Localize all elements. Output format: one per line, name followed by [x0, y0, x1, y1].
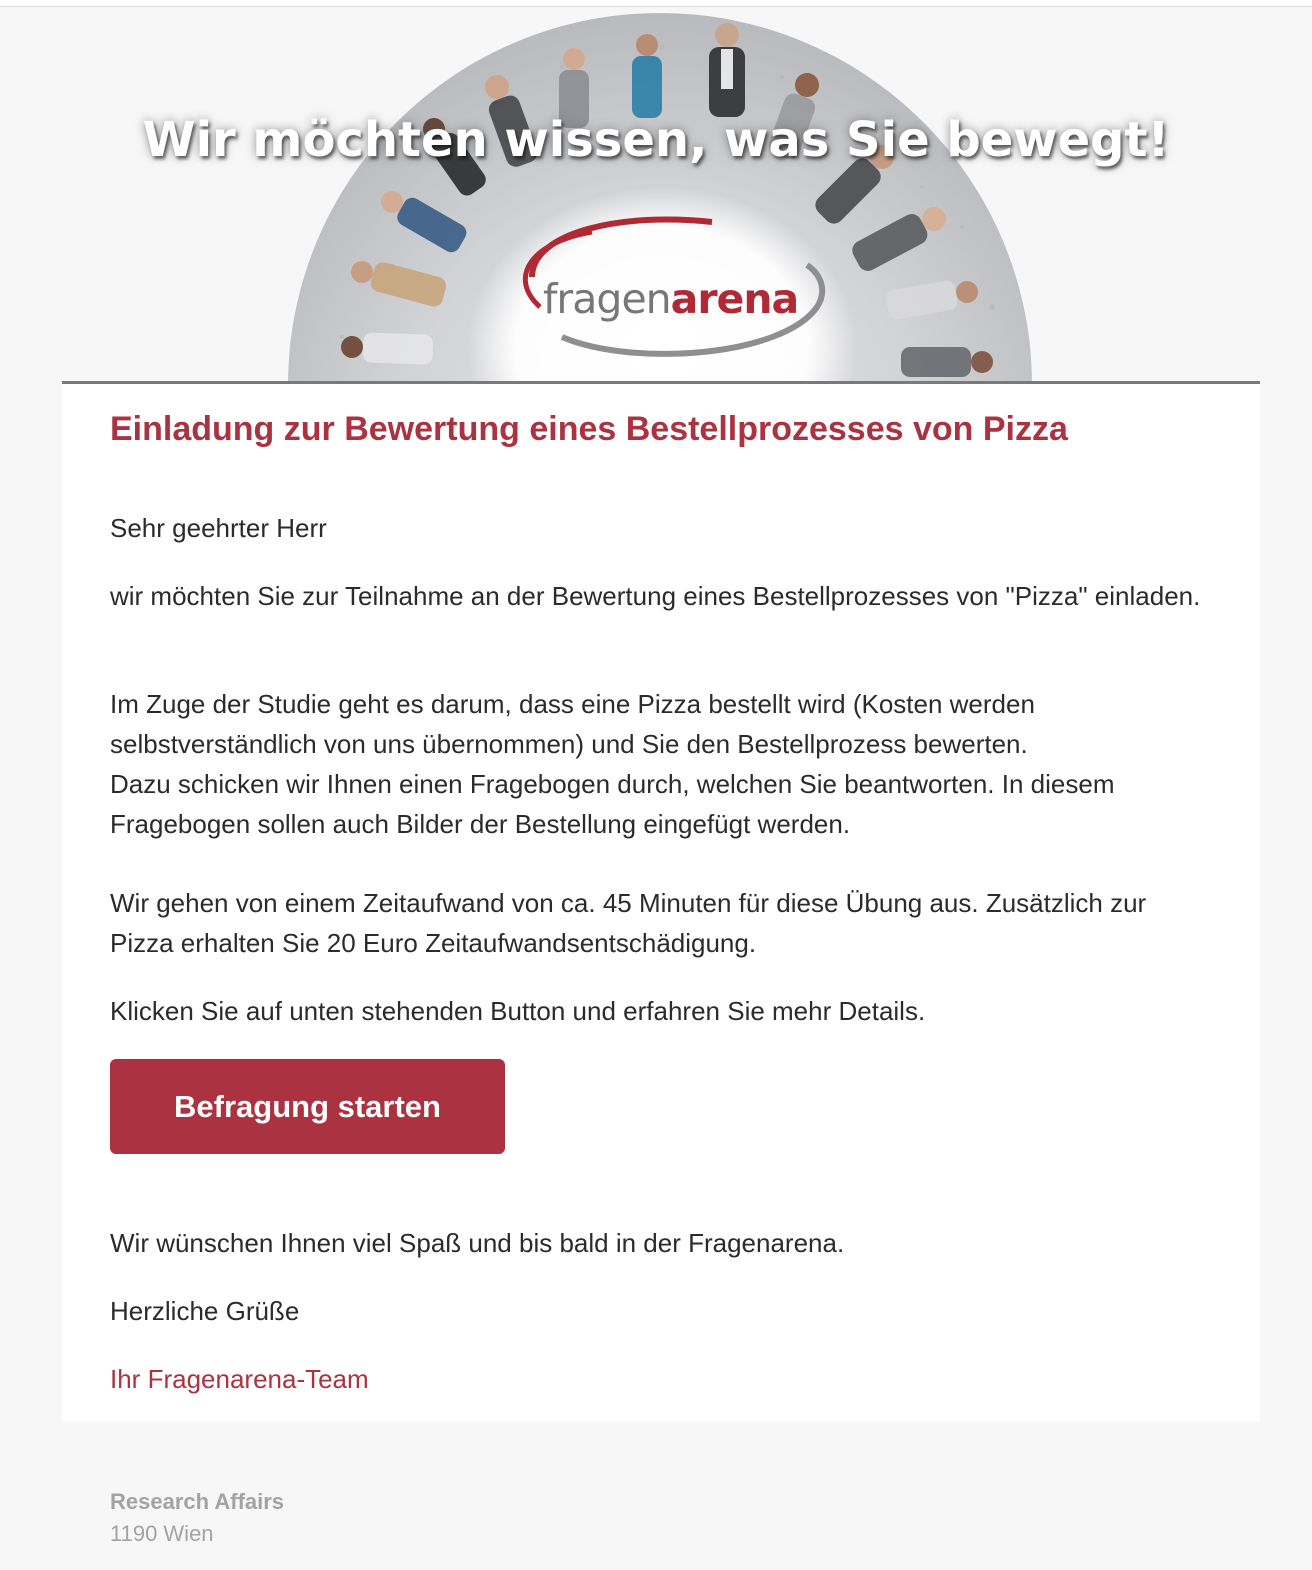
hero-divider	[62, 381, 1260, 384]
logo-fragen: fragen	[543, 275, 671, 323]
details-paragraph: Klicken Sie auf unten stehenden Button und erfahren Sie mehr Details.	[110, 996, 926, 1026]
greeting: Sehr geehrter Herr	[110, 513, 327, 543]
study-paragraph	[110, 684, 1210, 844]
study-line-1: Im Zuge der Studie geht es darum, dass eine Pizza bestellt wird (Kosten werden selbstverständlich von uns übernommen) und Sie den Bestellprozess bewerten.	[110, 689, 1035, 759]
intro-paragraph: wir möchten Sie zur Teilnahme an der Bewertung eines Bestellprozesses von "Pizza" einladen.	[110, 581, 1201, 611]
regards: Herzliche Grüße	[110, 1296, 300, 1326]
footer	[110, 1486, 284, 1550]
hero-headline: Wir möchten wissen, was Sie bewegt!	[142, 112, 1170, 168]
logo-arena: arena	[670, 275, 799, 323]
email-title: Einladung zur Bewertung eines Bestellprozesses von Pizza	[110, 410, 1068, 448]
time-paragraph: Wir gehen von einem Zeitaufwand von ca. 45 Minuten für diese Übung aus. Zusätzlich zur Pizza erhalten Sie 20 Euro Zeitaufwandsentschädigung.	[110, 888, 1147, 958]
footer-city: 1190 Wien	[110, 1521, 214, 1546]
fragenarena-logo	[543, 275, 798, 323]
footer-company: Research Affairs	[110, 1489, 285, 1514]
start-survey-button[interactable]: Befragung starten	[110, 1059, 505, 1154]
signature: Ihr Fragenarena-Team	[110, 1364, 369, 1394]
closing-paragraph: Wir wünschen Ihnen viel Spaß und bis bald in der Fragenarena.	[110, 1228, 845, 1258]
hero-banner	[62, 7, 1260, 383]
top-border	[0, 0, 1312, 7]
study-line-2: Dazu schicken wir Ihnen einen Fragebogen durch, welchen Sie beantworten. In diesem Fragebogen sollen auch Bilder der Bestellung eingefügt werden.	[110, 769, 1115, 839]
hero-illustration	[62, 7, 1260, 383]
